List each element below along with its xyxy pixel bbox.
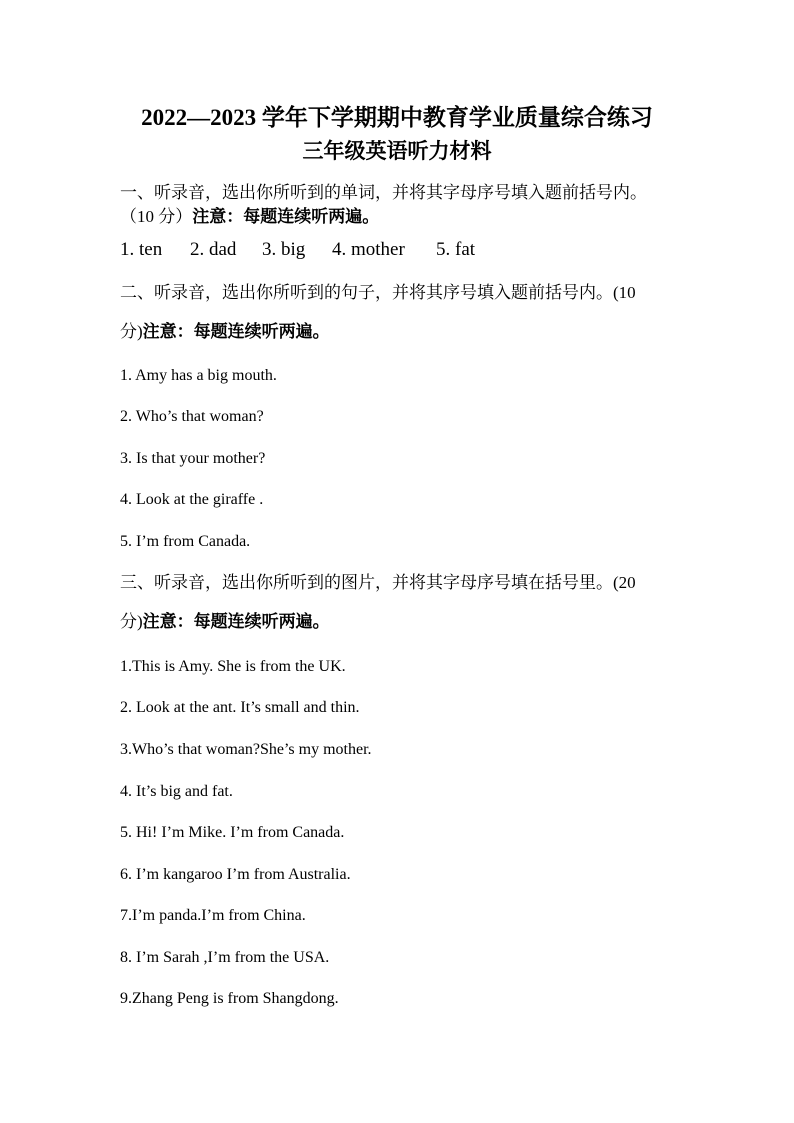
- section-3-note: 注意：每题连续听两遍。: [142, 612, 330, 631]
- list-item: 4. It’s big and fat.: [120, 783, 233, 800]
- list-item: 3. Is that your mother?: [120, 450, 266, 467]
- word-item: 1. ten: [120, 239, 163, 260]
- section-3-score: 分): [120, 612, 143, 631]
- list-item: 8. I’m Sarah ,I’m from the USA.: [120, 949, 330, 966]
- section-1-score: （10 分）: [120, 207, 193, 226]
- section-2-note: 注意：每题连续听两遍。: [142, 322, 330, 341]
- section-2-score: 分): [120, 322, 143, 341]
- word-item: 3. big: [262, 239, 306, 260]
- page-title: 2022—2023 学年下学期期中教育学业质量综合练习: [141, 105, 653, 130]
- section-2-score-line: [120, 321, 330, 343]
- section-1-word-list: [120, 238, 475, 262]
- list-item: 1. Amy has a big mouth.: [120, 367, 277, 384]
- word-item: 4. mother: [332, 239, 405, 260]
- word-item: 5. fat: [436, 239, 476, 260]
- list-item: 2. Look at the ant. It’s small and thin.: [120, 699, 360, 716]
- list-item: 7.I’m panda.I’m from China.: [120, 907, 306, 924]
- section-1-instruction: 一、听录音，选出你所听到的单词，并将其字母序号填入题前括号内。: [120, 183, 647, 202]
- list-item: 1.This is Amy. She is from the UK.: [120, 658, 346, 675]
- section-3-instruction: 三、听录音，选出你所听到的图片，并将其字母序号填在括号里。(20: [120, 573, 636, 592]
- list-item: 3.Who’s that woman?She’s my mother.: [120, 741, 372, 758]
- section-1-score-line: [120, 206, 379, 228]
- list-item: 5. I’m from Canada.: [120, 533, 251, 550]
- word-item: 2. dad: [190, 239, 237, 260]
- list-item: 6. I’m kangaroo I’m from Australia.: [120, 866, 351, 883]
- list-item: 9.Zhang Peng is from Shangdong.: [120, 990, 339, 1007]
- page-subtitle: 三年级英语听力材料: [302, 139, 492, 163]
- section-2-instruction: 二、听录音，选出你所听到的句子，并将其序号填入题前括号内。(10: [120, 283, 636, 302]
- section-1-note: 注意：每题连续听两遍。: [192, 207, 380, 226]
- list-item: 2. Who’s that woman?: [120, 408, 264, 425]
- list-item: 5. Hi! I’m Mike. I’m from Canada.: [120, 824, 345, 841]
- section-3-score-line: [120, 611, 330, 633]
- list-item: 4. Look at the giraffe .: [120, 491, 264, 508]
